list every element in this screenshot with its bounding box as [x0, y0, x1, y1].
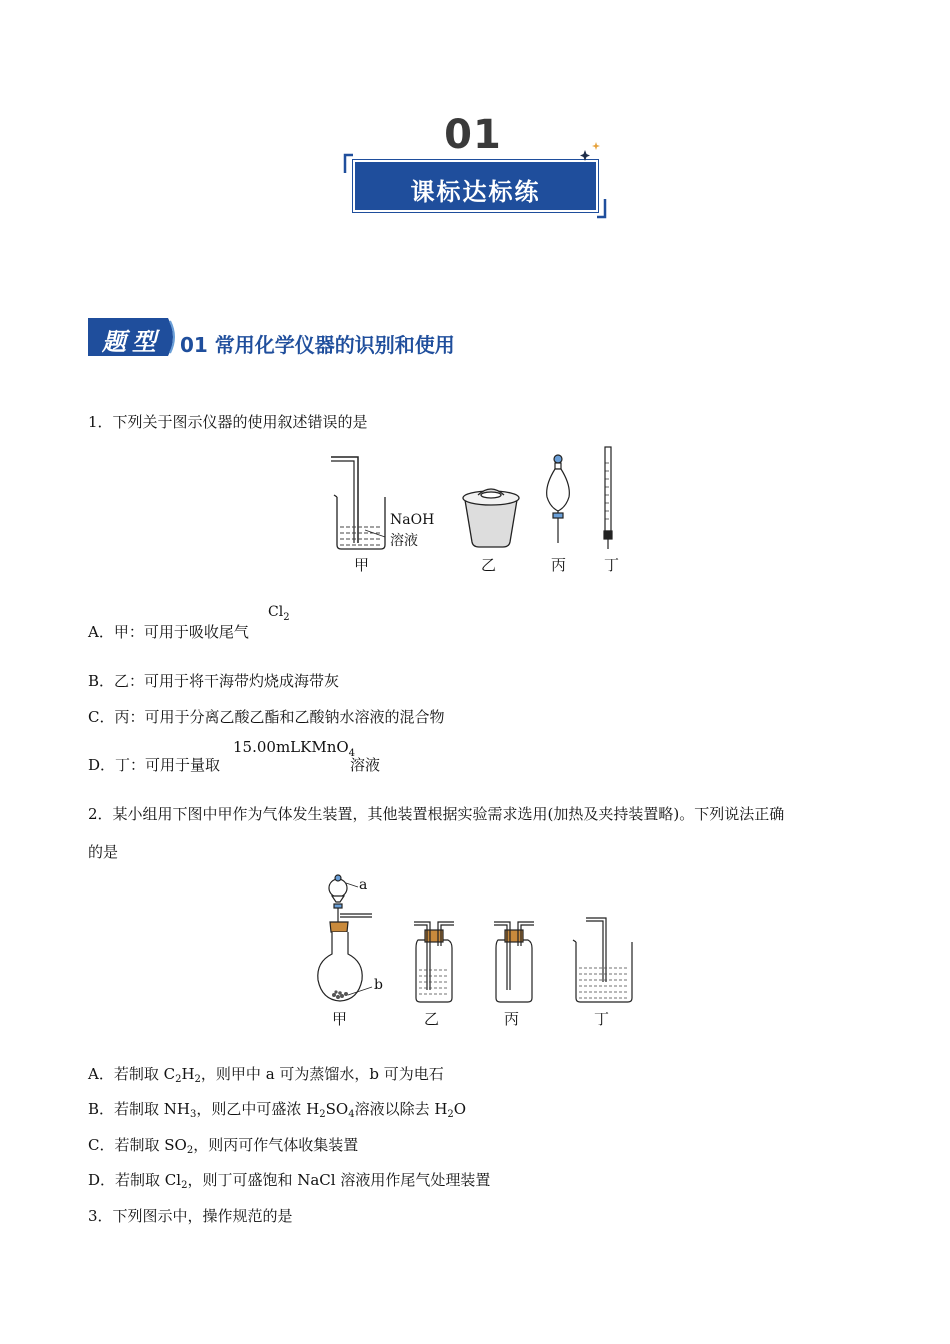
q1-label-ding: 丁	[604, 556, 620, 574]
crucible	[463, 489, 519, 547]
beaker-apparatus	[331, 457, 385, 549]
burette	[604, 447, 612, 549]
q2-option-c: C．若制取 $SO_2$，则丙可作气体收集装置	[88, 1136, 359, 1156]
q1-option-d: D．丁：可用于量取	[88, 756, 221, 774]
q1-option-c: C．丙：可用于分离乙酸乙酯和乙酸钠水溶液的混合物	[88, 708, 445, 726]
q1-naoh-label: NaOH	[390, 512, 435, 528]
q2-label-jia: 甲	[332, 1010, 348, 1028]
q2-stem-line2: 的是	[88, 843, 119, 861]
q2-option-d: D．若制取 $Cl_2$，则丁可盛饱和 NaCl 溶液用作尾气处理装置	[88, 1171, 491, 1191]
sparkle-icon	[577, 140, 603, 162]
q3-stem: 3．下列图示中，操作规范的是	[88, 1207, 293, 1225]
type-tag-label: 题型	[102, 327, 162, 356]
q1-solution-label: 溶液	[390, 533, 418, 549]
q1-option-a-formula: $Cl_2$	[268, 604, 290, 623]
banner-title: 课标达标练	[410, 178, 541, 206]
q2-label-yi: 乙	[424, 1010, 440, 1028]
q1-label-bing: 丙	[551, 556, 567, 574]
section-number: 01	[444, 112, 502, 158]
q1-option-b: B．乙：可用于将干海带灼烧成海带灰	[88, 672, 340, 690]
q2-label-a: a	[359, 877, 368, 893]
generator-flask	[318, 875, 372, 1001]
q2-label-ding: 丁	[594, 1010, 610, 1028]
q1-option-d-formula: 15.00mLKMnO$_4$	[233, 738, 356, 759]
q2-option-a: A．若制取 $C_2H_2$，则甲中 a 可为蒸馏水，b 可为电石	[88, 1065, 444, 1085]
q2-option-b: B．若制取 $NH_3$，则乙中可盛浓 $H_2SO_4$溶液以除去 $H_2O$	[88, 1100, 467, 1120]
q1-label-jia: 甲	[354, 556, 370, 574]
wash-bottle	[414, 922, 454, 1002]
q2-stem-line1: 2．某小组用下图中甲作为气体发生装置，其他装置根据实验需求选用(加热及夹持装置略)。下列说法正确	[88, 805, 785, 823]
q2-label-bing: 丙	[504, 1010, 520, 1028]
q2-label-b: b	[374, 977, 383, 993]
type-heading: 01 常用化学仪器的识别和使用	[180, 333, 455, 357]
absorption-beaker	[573, 918, 632, 1002]
q1-option-d-tail: 溶液	[350, 756, 381, 774]
q1-option-a	[88, 622, 249, 642]
q1-figure	[325, 445, 635, 555]
q1-label-yi: 乙	[481, 556, 497, 574]
q1-option-a-text: A．甲：可用于吸收尾气	[88, 623, 249, 641]
collection-bottle	[494, 922, 534, 1002]
q1-stem: 1．下列关于图示仪器的使用叙述错误的是	[88, 413, 368, 431]
separatory-funnel	[547, 455, 570, 543]
